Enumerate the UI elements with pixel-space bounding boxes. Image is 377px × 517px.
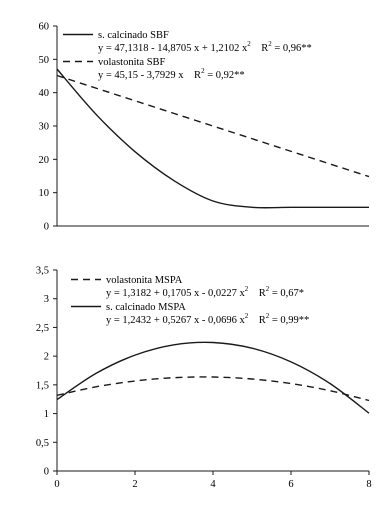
panel-a-r2-exp-1: 2 bbox=[201, 67, 205, 75]
panel-b-legend-name-0: volastonita MSPA bbox=[106, 275, 183, 286]
panel-a-equation-text-0: y = 47,1318 - 14,8705 x + 1,2102 x bbox=[98, 43, 248, 54]
panel-b-r2-label-1: R bbox=[258, 315, 266, 326]
panel-a-y-tick-label: 10 bbox=[38, 188, 49, 200]
panel-b-y-tick-label: 2 bbox=[43, 351, 49, 363]
panel-a-y-tick-label: 40 bbox=[38, 88, 49, 100]
panel-a-r2-exp-0: 2 bbox=[268, 40, 272, 48]
panel-a-legend bbox=[63, 30, 312, 81]
panel-b-equation-gap-1 bbox=[248, 315, 259, 326]
panel-b-y-tick-label: 2,5 bbox=[35, 322, 49, 334]
panel-a-legend-equation-0 bbox=[98, 40, 312, 54]
panel-a-equation-gap-1 bbox=[184, 70, 195, 81]
panel-a-r2-label-1: R bbox=[194, 70, 202, 81]
panel-b-r2-value-1: = 0,99** bbox=[269, 315, 310, 326]
panel-b-y-tick-label: 1,5 bbox=[35, 380, 49, 392]
panel-b-r2-exp-1: 2 bbox=[265, 312, 270, 320]
panel-a-y-tick-label: 0 bbox=[43, 221, 49, 233]
panel-b-axes bbox=[57, 270, 369, 471]
panel-b-r2-label-0: R bbox=[258, 288, 266, 299]
panel-b-legend-name-1: s. calcinado MSPA bbox=[106, 302, 186, 313]
panel-b-equation-exp-1: 2 bbox=[244, 312, 249, 320]
panel-b-x-tick-label: 0 bbox=[54, 479, 60, 490]
panel-b-r2-value-0: = 0,67* bbox=[269, 288, 305, 299]
panel-b-x-tick-label: 2 bbox=[132, 479, 138, 490]
panel-b-legend bbox=[71, 275, 309, 326]
panel-a-axes bbox=[57, 26, 369, 226]
panel-a bbox=[39, 22, 370, 233]
panel-b-y-tick-label: 0 bbox=[43, 466, 49, 478]
panel-a-legend-name-0: s. calcinado SBF bbox=[98, 30, 169, 41]
panel-a-equation-exp-0: 2 bbox=[247, 40, 251, 48]
panel-a-equation-gap-0 bbox=[251, 43, 262, 54]
panel-b-equation-text-0: y = 1,3182 + 0,1705 x - 0,0227 x bbox=[106, 288, 245, 299]
panel-b-y-tick-label: 1 bbox=[43, 409, 49, 421]
panel-b-y-tick-label: 3 bbox=[43, 294, 49, 306]
panel-b-r2-exp-0: 2 bbox=[265, 285, 270, 293]
panel-b-equation-text-1: y = 1,2432 + 0,5267 x - 0,0696 x bbox=[106, 315, 245, 326]
panel-a-equation-text-1: y = 45,15 - 3,7929 x bbox=[98, 70, 184, 81]
panel-a-y-ticks bbox=[39, 22, 58, 233]
panel-b-equation-gap-0 bbox=[248, 288, 259, 299]
panel-b-series-0-line bbox=[57, 377, 369, 401]
panel-a-r2-label-0: R bbox=[261, 43, 269, 54]
panel-b-x-tick-label: 4 bbox=[210, 479, 216, 490]
panel-a-series-1-line bbox=[57, 76, 369, 177]
panel-a-r2-value-0: = 0,96** bbox=[271, 43, 312, 54]
panel-a-legend-name-1: volastonita SBF bbox=[98, 57, 166, 68]
panel-a-r2-value-1: = 0,92** bbox=[204, 70, 245, 81]
panel-b-x-tick-label: 6 bbox=[288, 479, 294, 490]
panel-b-legend-equation-0 bbox=[106, 285, 304, 299]
panel-b-y-ticks bbox=[36, 266, 57, 478]
panel-a-legend-equation-1 bbox=[98, 67, 245, 81]
panel-a-series-0-line bbox=[57, 69, 369, 208]
panel-a-y-tick-label: 50 bbox=[38, 54, 49, 66]
panel-b-series-1-line bbox=[57, 342, 369, 413]
panel-b-y-tick-label: 0,5 bbox=[35, 437, 49, 449]
panel-b-equation-exp-0: 2 bbox=[244, 285, 249, 293]
panel-b-x-tick-label: 8 bbox=[366, 479, 372, 490]
panel-a-y-tick-label: 30 bbox=[38, 121, 49, 133]
panel-a-y-tick-label: 60 bbox=[38, 21, 49, 33]
panel-b-y-tick-label: 3,5 bbox=[35, 265, 49, 277]
panel-a-series bbox=[57, 69, 369, 208]
panel-b-x-ticks bbox=[54, 471, 371, 490]
panel-a-y-tick-label: 20 bbox=[38, 154, 49, 166]
panel-b-series bbox=[57, 342, 369, 413]
panel-b-legend-equation-1 bbox=[106, 312, 309, 326]
